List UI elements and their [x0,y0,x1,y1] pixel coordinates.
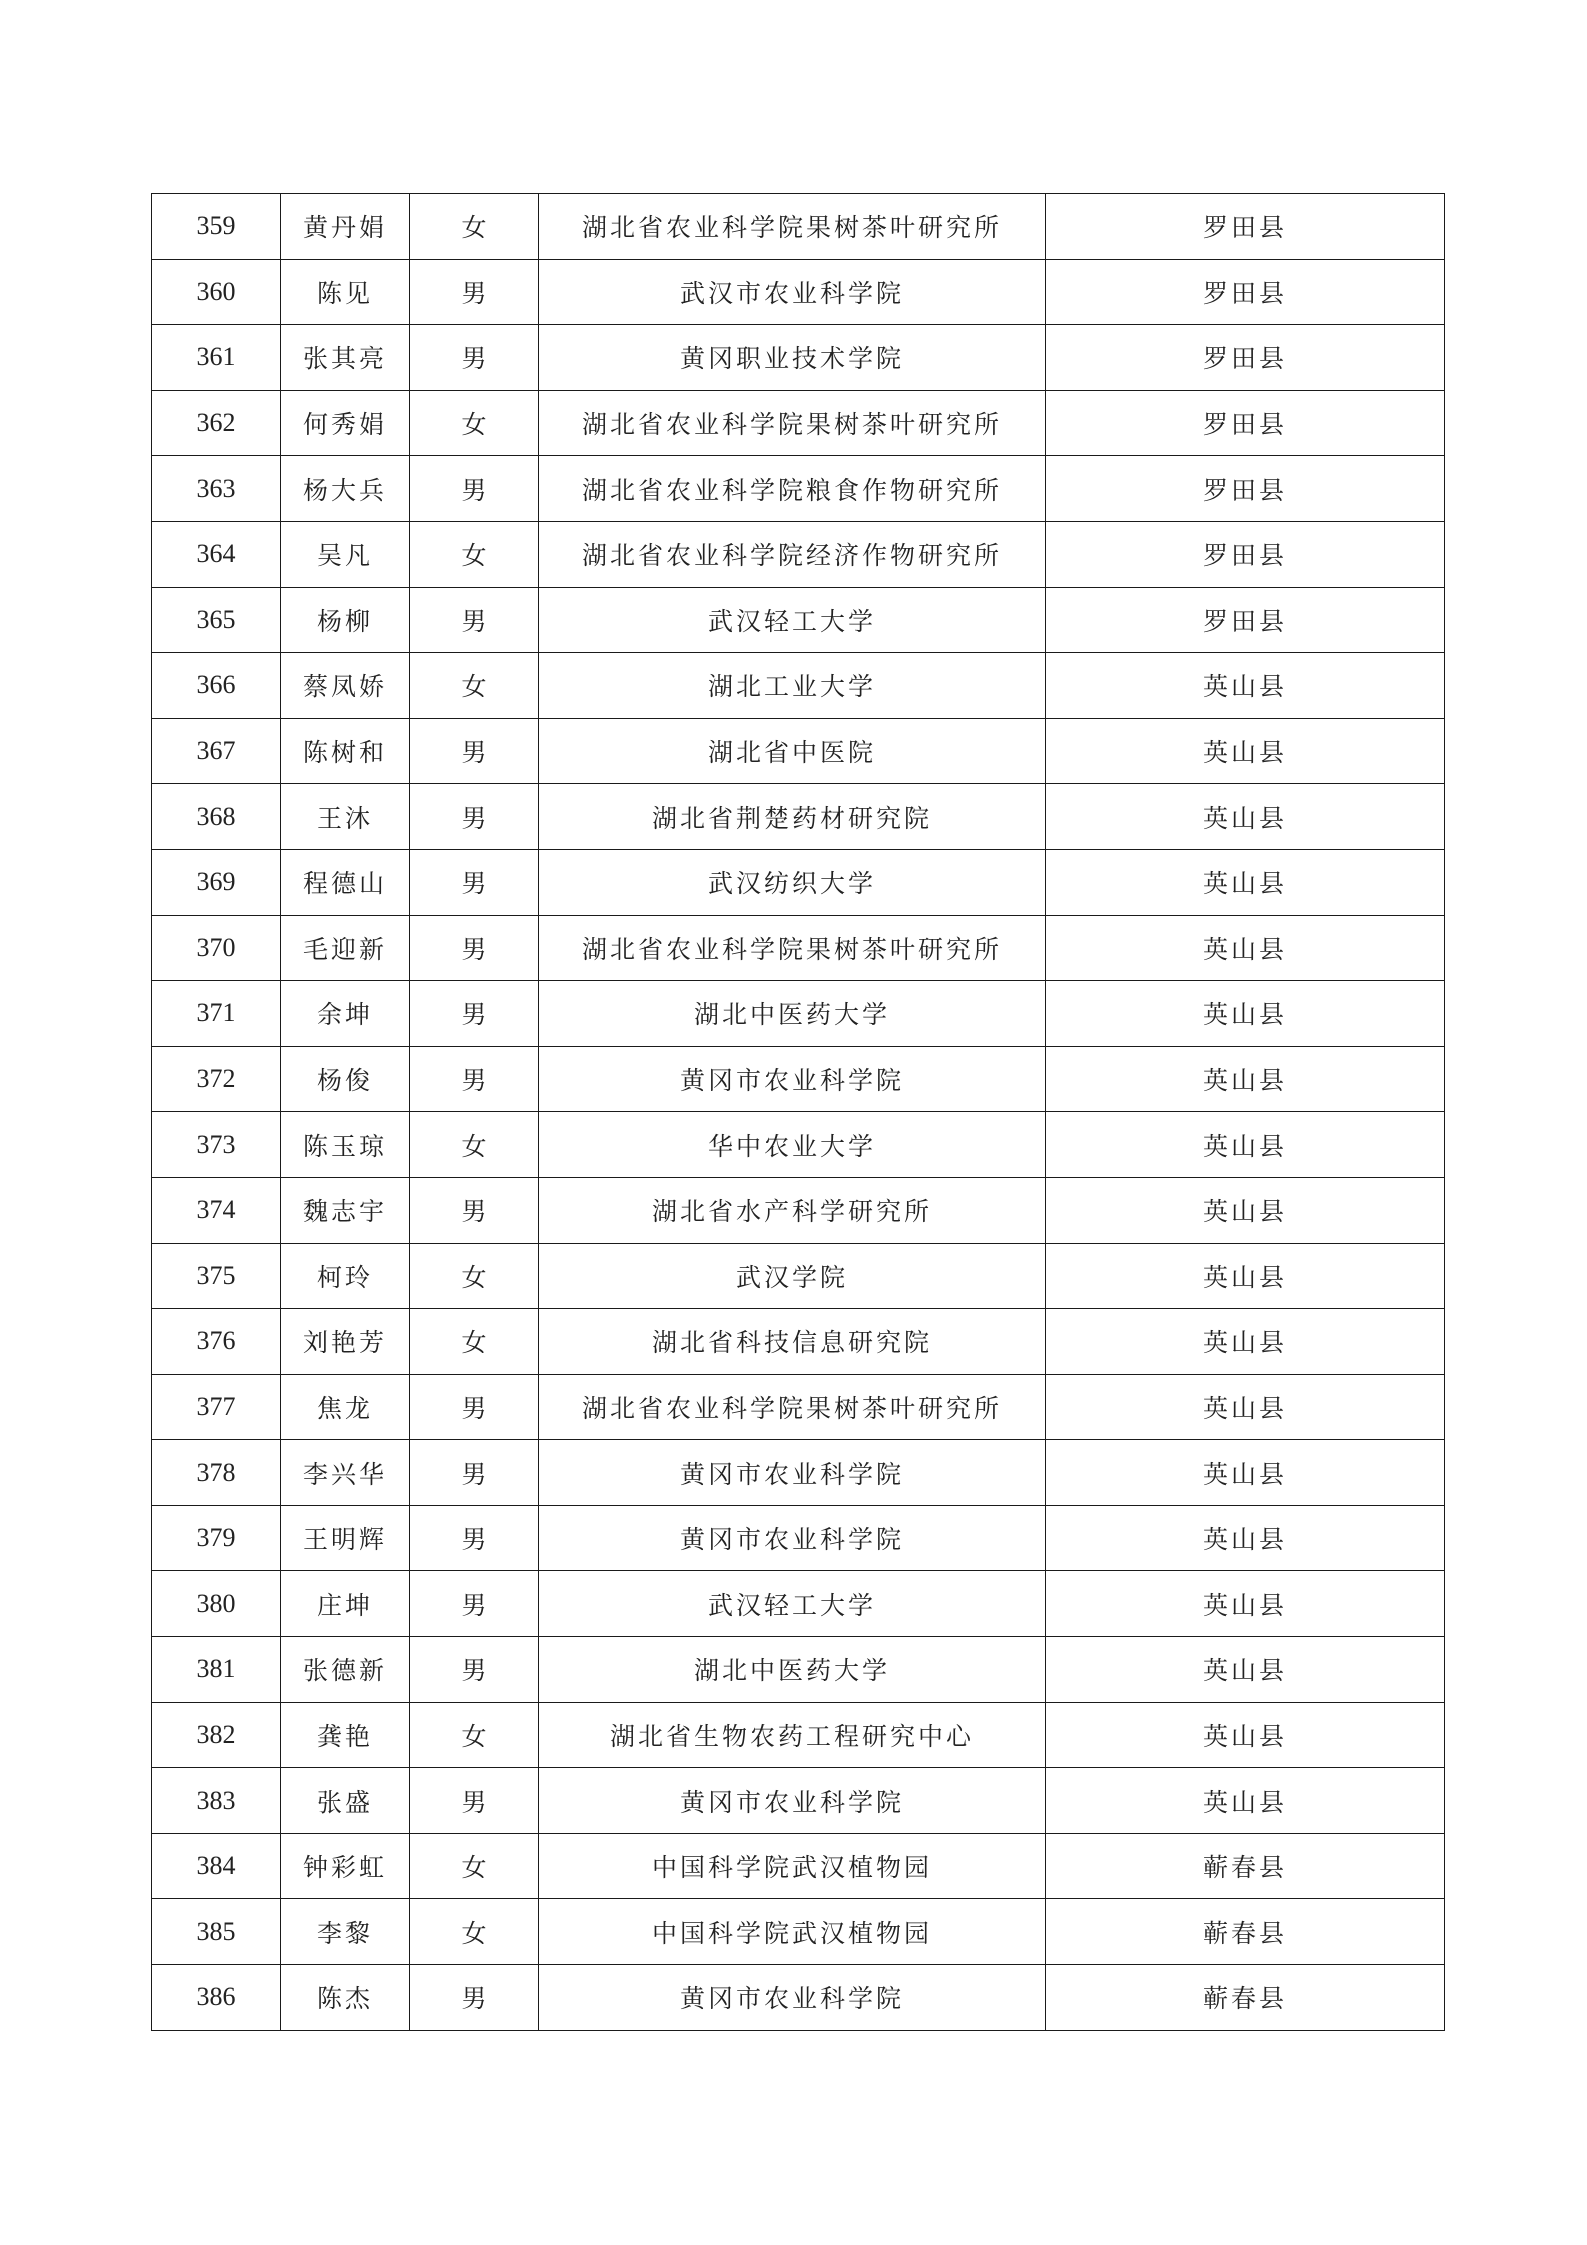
gender-cell: 女 [410,1899,539,1965]
county-cell: 蕲春县 [1046,1965,1445,2031]
county-cell: 英山县 [1046,1243,1445,1309]
table-row [152,1374,1445,1440]
table-row [152,1505,1445,1571]
table-row [152,1440,1445,1506]
county-cell: 蕲春县 [1046,1899,1445,1965]
gender-cell: 男 [410,915,539,981]
serial-number-cell: 386 [152,1965,281,2031]
county-cell: 英山县 [1046,1440,1445,1506]
name-cell: 李黎 [281,1899,410,1965]
institution-cell: 湖北省荆楚药材研究院 [539,784,1046,850]
serial-number-cell: 379 [152,1505,281,1571]
institution-cell: 湖北省农业科学院果树茶叶研究所 [539,915,1046,981]
county-cell: 罗田县 [1046,587,1445,653]
county-cell: 英山县 [1046,1177,1445,1243]
table-row [152,849,1445,915]
serial-number-cell: 382 [152,1702,281,1768]
name-cell: 王明辉 [281,1505,410,1571]
table-row [152,521,1445,587]
institution-cell: 湖北中医药大学 [539,981,1046,1047]
table-row [152,1965,1445,2031]
serial-number-cell: 362 [152,390,281,456]
table-row [152,1833,1445,1899]
institution-cell: 湖北省农业科学院果树茶叶研究所 [539,1374,1046,1440]
serial-number-cell: 359 [152,194,281,260]
county-cell: 罗田县 [1046,390,1445,456]
name-cell: 张德新 [281,1637,410,1703]
roster-table-body [152,194,1445,2031]
name-cell: 张盛 [281,1768,410,1834]
gender-cell: 女 [410,653,539,719]
serial-number-cell: 369 [152,849,281,915]
table-row [152,587,1445,653]
name-cell: 陈玉琼 [281,1112,410,1178]
institution-cell: 湖北工业大学 [539,653,1046,719]
county-cell: 英山县 [1046,1702,1445,1768]
county-cell: 英山县 [1046,1374,1445,1440]
institution-cell: 黄冈市农业科学院 [539,1768,1046,1834]
serial-number-cell: 370 [152,915,281,981]
institution-cell: 湖北省生物农药工程研究中心 [539,1702,1046,1768]
gender-cell: 男 [410,1505,539,1571]
table-row [152,784,1445,850]
county-cell: 英山县 [1046,849,1445,915]
table-row [152,653,1445,719]
name-cell: 张其亮 [281,325,410,391]
serial-number-cell: 376 [152,1309,281,1375]
county-cell: 罗田县 [1046,325,1445,391]
table-row [152,1571,1445,1637]
table-row [152,1768,1445,1834]
institution-cell: 黄冈市农业科学院 [539,1505,1046,1571]
name-cell: 龚艳 [281,1702,410,1768]
serial-number-cell: 367 [152,718,281,784]
gender-cell: 女 [410,1702,539,1768]
table-row [152,915,1445,981]
serial-number-cell: 374 [152,1177,281,1243]
serial-number-cell: 375 [152,1243,281,1309]
serial-number-cell: 365 [152,587,281,653]
gender-cell: 男 [410,1637,539,1703]
county-cell: 英山县 [1046,981,1445,1047]
serial-number-cell: 360 [152,259,281,325]
table-row [152,1899,1445,1965]
institution-cell: 中国科学院武汉植物园 [539,1833,1046,1899]
table-row [152,1046,1445,1112]
institution-cell: 黄冈职业技术学院 [539,325,1046,391]
gender-cell: 男 [410,587,539,653]
institution-cell: 武汉轻工大学 [539,587,1046,653]
roster-table [151,193,1445,2031]
county-cell: 罗田县 [1046,194,1445,260]
institution-cell: 武汉纺织大学 [539,849,1046,915]
gender-cell: 女 [410,1833,539,1899]
name-cell: 庄坤 [281,1571,410,1637]
county-cell: 英山县 [1046,1505,1445,1571]
serial-number-cell: 373 [152,1112,281,1178]
name-cell: 陈见 [281,259,410,325]
gender-cell: 男 [410,784,539,850]
name-cell: 柯玲 [281,1243,410,1309]
name-cell: 程德山 [281,849,410,915]
name-cell: 杨大兵 [281,456,410,522]
gender-cell: 女 [410,1112,539,1178]
name-cell: 魏志宇 [281,1177,410,1243]
name-cell: 杨柳 [281,587,410,653]
table-row [152,1243,1445,1309]
serial-number-cell: 378 [152,1440,281,1506]
table-row [152,259,1445,325]
county-cell: 英山县 [1046,915,1445,981]
gender-cell: 女 [410,390,539,456]
gender-cell: 男 [410,1965,539,2031]
table-row [152,1177,1445,1243]
institution-cell: 湖北省中医院 [539,718,1046,784]
serial-number-cell: 377 [152,1374,281,1440]
institution-cell: 湖北省农业科学院粮食作物研究所 [539,456,1046,522]
county-cell: 罗田县 [1046,521,1445,587]
county-cell: 英山县 [1046,1112,1445,1178]
serial-number-cell: 371 [152,981,281,1047]
gender-cell: 男 [410,325,539,391]
gender-cell: 男 [410,1571,539,1637]
county-cell: 英山县 [1046,1637,1445,1703]
serial-number-cell: 363 [152,456,281,522]
county-cell: 蕲春县 [1046,1833,1445,1899]
serial-number-cell: 381 [152,1637,281,1703]
institution-cell: 湖北省科技信息研究院 [539,1309,1046,1375]
serial-number-cell: 384 [152,1833,281,1899]
name-cell: 陈树和 [281,718,410,784]
name-cell: 余坤 [281,981,410,1047]
name-cell: 蔡凤娇 [281,653,410,719]
county-cell: 英山县 [1046,1046,1445,1112]
name-cell: 杨俊 [281,1046,410,1112]
institution-cell: 湖北省农业科学院经济作物研究所 [539,521,1046,587]
institution-cell: 湖北省水产科学研究所 [539,1177,1046,1243]
table-row [152,1637,1445,1703]
county-cell: 英山县 [1046,653,1445,719]
gender-cell: 女 [410,1309,539,1375]
gender-cell: 男 [410,259,539,325]
institution-cell: 武汉学院 [539,1243,1046,1309]
table-row [152,1112,1445,1178]
gender-cell: 男 [410,1046,539,1112]
table-row [152,981,1445,1047]
institution-cell: 华中农业大学 [539,1112,1046,1178]
gender-cell: 男 [410,456,539,522]
county-cell: 罗田县 [1046,259,1445,325]
county-cell: 英山县 [1046,1571,1445,1637]
table-row [152,390,1445,456]
county-cell: 英山县 [1046,784,1445,850]
institution-cell: 湖北中医药大学 [539,1637,1046,1703]
institution-cell: 黄冈市农业科学院 [539,1046,1046,1112]
table-row [152,325,1445,391]
name-cell: 焦龙 [281,1374,410,1440]
name-cell: 刘艳芳 [281,1309,410,1375]
gender-cell: 男 [410,981,539,1047]
institution-cell: 中国科学院武汉植物园 [539,1899,1046,1965]
institution-cell: 武汉轻工大学 [539,1571,1046,1637]
county-cell: 罗田县 [1046,456,1445,522]
county-cell: 英山县 [1046,1768,1445,1834]
serial-number-cell: 372 [152,1046,281,1112]
institution-cell: 湖北省农业科学院果树茶叶研究所 [539,194,1046,260]
serial-number-cell: 364 [152,521,281,587]
name-cell: 陈杰 [281,1965,410,2031]
gender-cell: 男 [410,1768,539,1834]
name-cell: 钟彩虹 [281,1833,410,1899]
name-cell: 毛迎新 [281,915,410,981]
gender-cell: 女 [410,1243,539,1309]
serial-number-cell: 383 [152,1768,281,1834]
name-cell: 黄丹娟 [281,194,410,260]
gender-cell: 男 [410,1177,539,1243]
table-row [152,718,1445,784]
serial-number-cell: 380 [152,1571,281,1637]
name-cell: 王沐 [281,784,410,850]
table-row [152,194,1445,260]
institution-cell: 黄冈市农业科学院 [539,1440,1046,1506]
table-row [152,456,1445,522]
serial-number-cell: 366 [152,653,281,719]
serial-number-cell: 368 [152,784,281,850]
name-cell: 何秀娟 [281,390,410,456]
institution-cell: 武汉市农业科学院 [539,259,1046,325]
gender-cell: 女 [410,194,539,260]
table-row [152,1309,1445,1375]
county-cell: 英山县 [1046,1309,1445,1375]
serial-number-cell: 361 [152,325,281,391]
table-row [152,1702,1445,1768]
name-cell: 李兴华 [281,1440,410,1506]
gender-cell: 男 [410,718,539,784]
serial-number-cell: 385 [152,1899,281,1965]
name-cell: 吴凡 [281,521,410,587]
gender-cell: 男 [410,849,539,915]
gender-cell: 男 [410,1440,539,1506]
county-cell: 英山县 [1046,718,1445,784]
gender-cell: 女 [410,521,539,587]
institution-cell: 湖北省农业科学院果树茶叶研究所 [539,390,1046,456]
institution-cell: 黄冈市农业科学院 [539,1965,1046,2031]
gender-cell: 男 [410,1374,539,1440]
